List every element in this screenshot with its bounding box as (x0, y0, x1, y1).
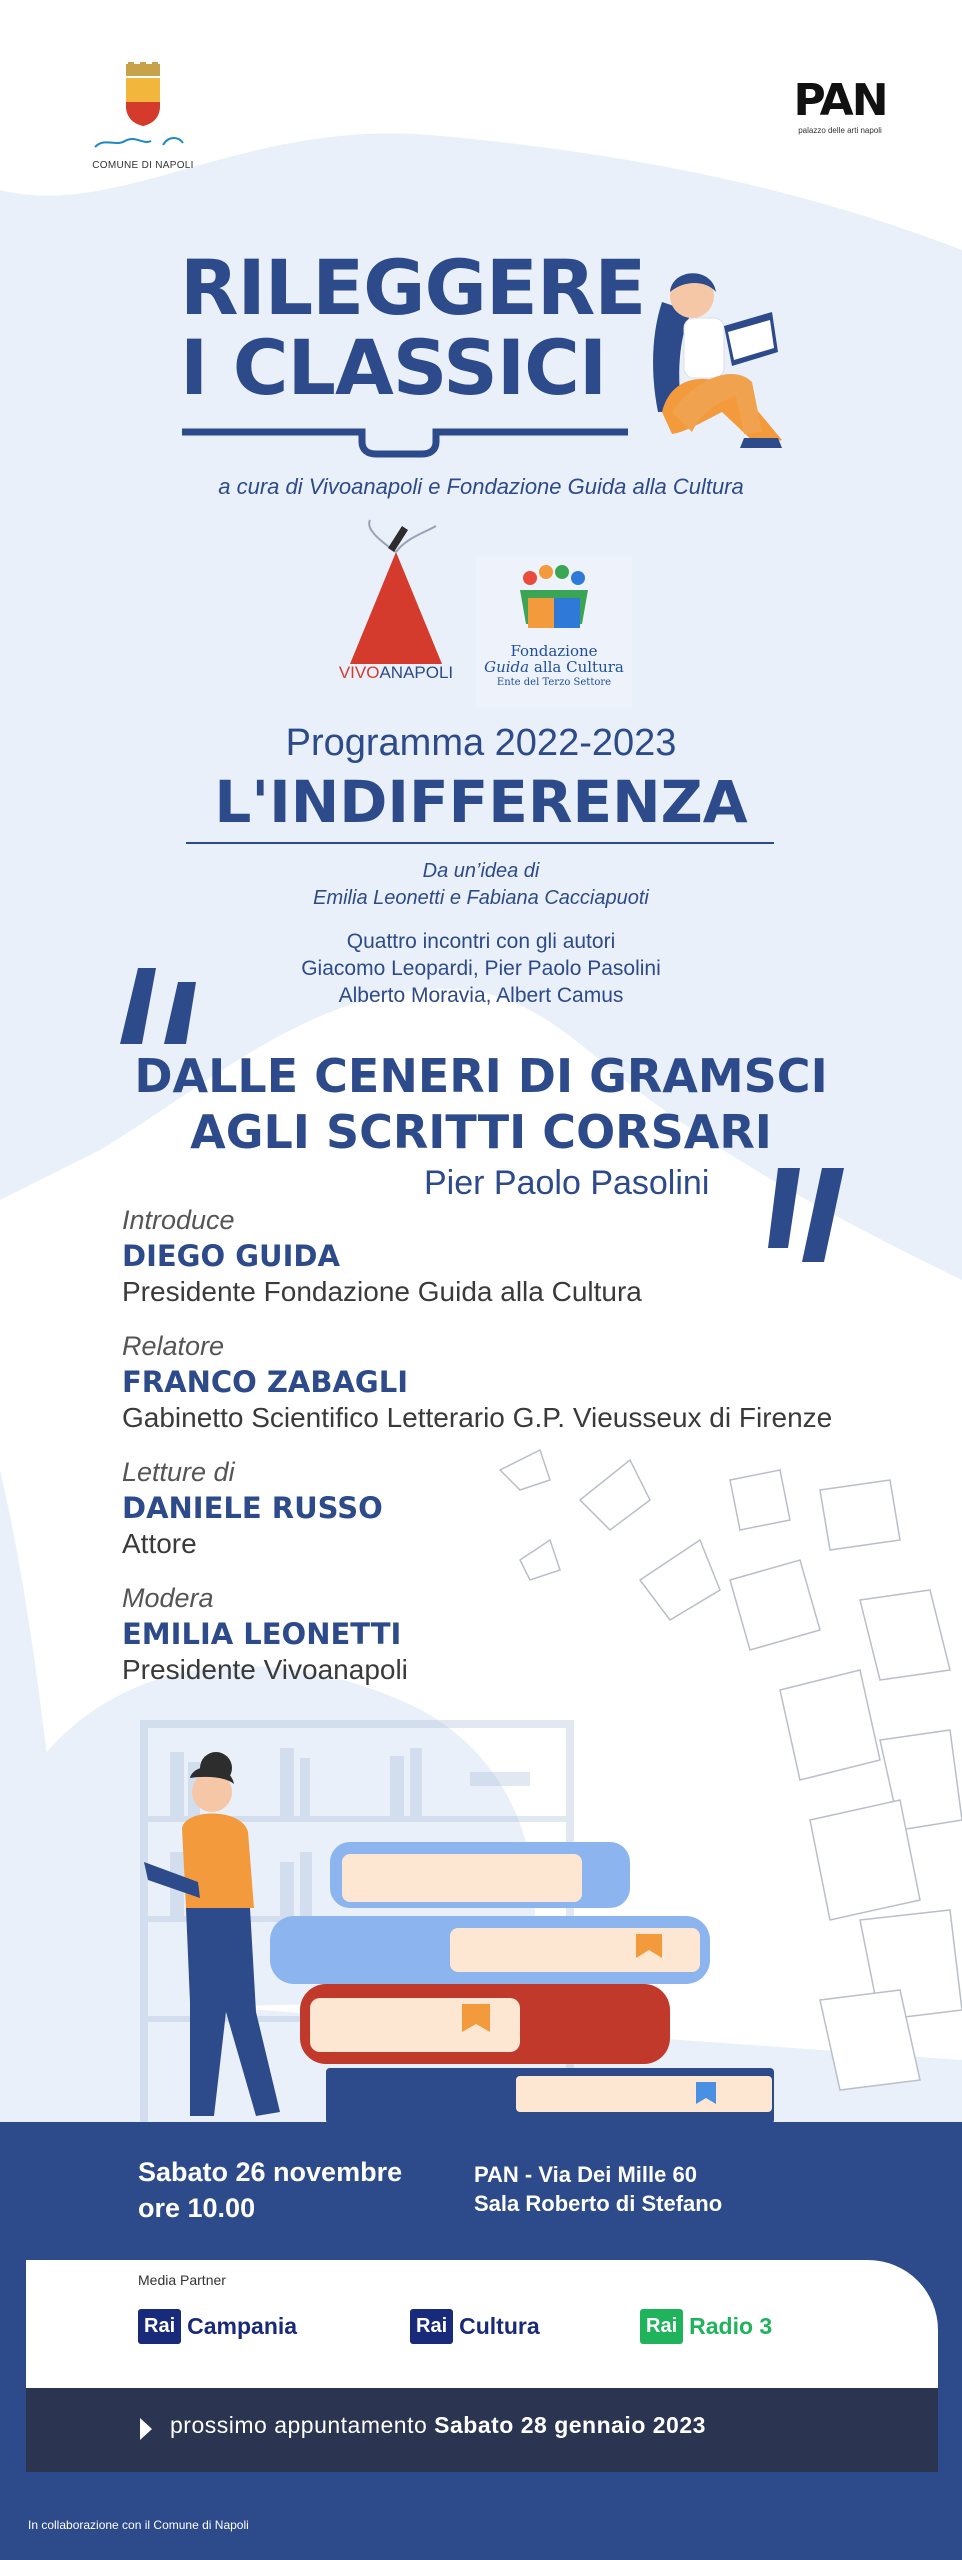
date-line-1: Sabato 26 novembre (138, 2157, 403, 2187)
speaker-role: Letture di (122, 1457, 235, 1487)
idea-credit (0, 858, 962, 912)
speaker-name: FRANCO ZABAGLI (122, 1365, 408, 1399)
anapoli-text: ANAPOLI (379, 663, 454, 682)
media-partner-label: Media Partner (138, 2272, 226, 2288)
pan-logo (790, 75, 890, 135)
event-author: Pier Paolo Pasolini (424, 1164, 710, 1202)
place-line-2: Sala Roberto di Stefano (474, 2191, 723, 2216)
title-underline (182, 420, 648, 460)
event-headline (0, 1048, 962, 1160)
vivoanapoli-logo (336, 518, 456, 683)
event-date (138, 2154, 402, 2226)
napoli-caption: COMUNE DI NAPOLI (92, 160, 194, 171)
speaker-name: DIEGO GUIDA (122, 1239, 340, 1273)
rai-campania-logo (138, 2304, 297, 2348)
next-appointment (170, 2412, 706, 2439)
event-location (474, 2160, 722, 2218)
speaker-introduce (122, 1202, 882, 1310)
headline-line-1: DALLE CENERI DI GRAMSCI (134, 1049, 828, 1103)
rai-cultura-logo (410, 2304, 540, 2348)
reading-woman-illustration (632, 262, 792, 452)
idea-line-1: Da un’idea di (422, 860, 540, 882)
crest-icon (118, 62, 168, 128)
meetings-line-3: Alberto Moravia, Albert Camus (338, 984, 624, 1007)
program-season: Programma 2022-2023 (285, 722, 677, 764)
rai-box: Rai (640, 2309, 683, 2344)
fondazione-line-3: Ente del Terzo Settore (496, 677, 612, 688)
event-series-title (180, 243, 646, 412)
speaker-role: Introduce (122, 1205, 235, 1235)
pan-mark: PAN (793, 75, 887, 126)
vivo-text: VIVO (338, 663, 380, 682)
headline-line-2: AGLI SCRITTI CORSARI (190, 1105, 772, 1159)
next-prefix: prossimo appuntamento (170, 2412, 435, 2438)
rai-channel: Radio 3 (689, 2312, 773, 2339)
open-quote-icon (120, 968, 196, 1044)
rai-radio3-logo (640, 2304, 772, 2348)
meetings-line-1: Quattro incontri con gli autori (346, 930, 616, 953)
speaker-description: Gabinetto Scientifico Letterario G.P. Vieusseux di Firenze (122, 1402, 833, 1433)
pan-caption: palazzo delle arti napoli (798, 126, 882, 135)
rai-box: Rai (138, 2309, 181, 2344)
play-arrow-icon (140, 2418, 152, 2440)
speaker-name: EMILIA LEONETTI (122, 1617, 402, 1651)
fondazione-line-1: Fondazione (510, 642, 598, 660)
title-line-2: I CLASSICI (180, 323, 607, 412)
idea-line-2: Emilia Leonetti e Fabiana Cacciapuoti (313, 887, 649, 909)
curated-by: a cura di Vivoanapoli e Fondazione Guida alla Cultura (218, 474, 744, 499)
speaker-description: Attore (122, 1528, 197, 1559)
meetings-line-2: Giacomo Leopardi, Pier Paolo Pasolini (301, 957, 661, 980)
speaker-name: DANIELE RUSSO (122, 1491, 383, 1525)
fondazione-guida: Guida (484, 658, 530, 676)
title-line-1: RILEGGERE (180, 243, 646, 332)
speaker-relatore (122, 1328, 882, 1436)
rai-channel: Campania (187, 2312, 298, 2339)
wave-icon (93, 133, 193, 151)
volcano-icon (336, 518, 456, 668)
speaker-role: Relatore (122, 1331, 225, 1361)
rai-channel: Cultura (459, 2312, 540, 2339)
next-date: Sabato 28 gennaio 2023 (434, 2412, 706, 2438)
speaker-description: Presidente Vivoanapoli (122, 1654, 408, 1685)
fondazione-alla-cultura: alla Cultura (529, 658, 624, 676)
books-illustration (130, 1712, 790, 2124)
speaker-description: Presidente Fondazione Guida alla Cultura (122, 1276, 642, 1307)
collaboration-note: In collaborazione con il Comune di Napoli (28, 2518, 249, 2532)
comune-napoli-logo (88, 62, 198, 171)
rai-box: Rai (410, 2309, 453, 2344)
date-line-2: ore 10.00 (138, 2193, 256, 2223)
speaker-role: Modera (122, 1583, 214, 1613)
fondazione-guida-logo (476, 556, 632, 708)
theme-divider (186, 842, 774, 844)
place-line-1: PAN - Via Dei Mille 60 (474, 2162, 697, 2187)
program-theme: L'INDIFFERENZA (214, 768, 748, 836)
people-books-icon (514, 564, 594, 638)
